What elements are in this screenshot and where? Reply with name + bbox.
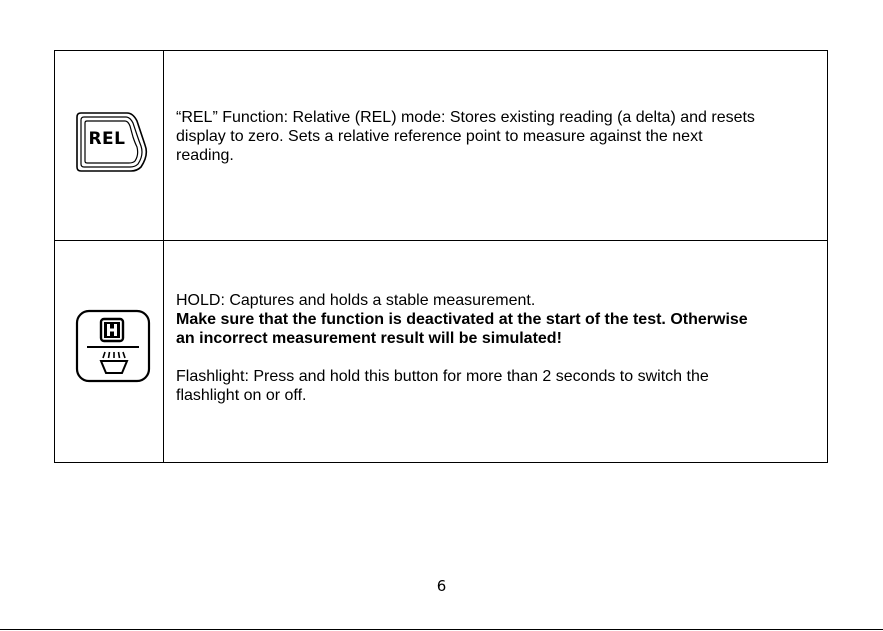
flashlight-description-line-2: flashlight on or off. xyxy=(176,387,307,404)
icon-cell-rel xyxy=(55,51,164,240)
function-table xyxy=(54,50,828,463)
text-cell-hold xyxy=(176,241,824,462)
icon-cell-hold xyxy=(55,241,164,462)
hold-warning-line-1: Make sure that the function is deactivated at the start of the test. Otherwise xyxy=(176,311,748,328)
hold-flashlight-button-icon xyxy=(75,309,151,383)
page-number: 6 xyxy=(436,577,447,595)
hold-description: HOLD: Captures and holds a stable measurement. xyxy=(176,292,536,309)
rel-button-label: REL xyxy=(88,129,126,149)
bottom-divider xyxy=(0,629,883,630)
text-cell-rel xyxy=(176,51,824,240)
table-row-hold xyxy=(55,241,827,462)
rel-description-line-3: reading. xyxy=(176,147,234,164)
table-row-rel xyxy=(55,51,827,241)
rel-button-icon xyxy=(75,111,149,173)
rel-description-line-2: display to zero. Sets a relative reference point to measure against the next xyxy=(176,128,703,145)
flashlight-description-line-1: Flashlight: Press and hold this button for more than 2 seconds to switch the xyxy=(176,368,709,385)
paragraph-gap xyxy=(176,348,824,367)
rel-description-line-1: “REL” Function: Relative (REL) mode: Stores existing reading (a delta) and resets xyxy=(176,109,755,126)
hold-warning-line-2: an incorrect measurement result will be simulated! xyxy=(176,330,562,347)
